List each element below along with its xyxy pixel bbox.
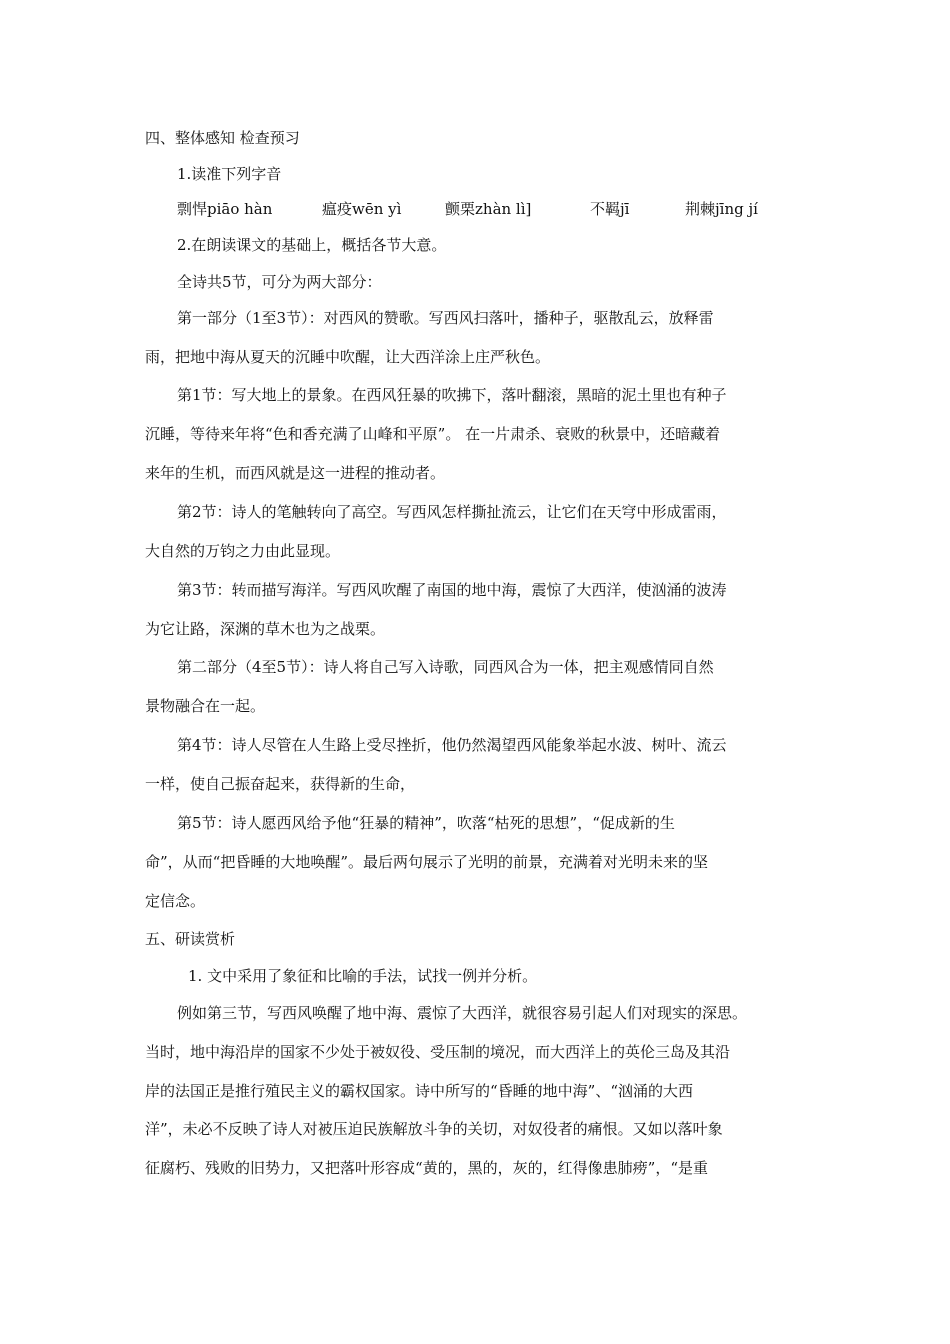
paragraph-line: 第1节：写大地上的景象。在西风狂暴的吹拂下，落叶翻滚，黑暗的泥土里也有种子: [177, 386, 727, 404]
section-4-heading: 四、整体感知 检查预习: [145, 129, 300, 147]
paragraph-line: 景物融合在一起。: [145, 697, 266, 715]
paragraph-line: 雨，把地中海从夏天的沉睡中吹醒，让大西洋涂上庄严秋色。: [145, 348, 551, 366]
paragraph-line: 大自然的万钧之力由此显现。: [145, 542, 341, 560]
pinyin-item: 不羁jī: [590, 200, 630, 218]
paragraph-line: 第4节：诗人尽管在人生路上受尽挫折，他仍然渴望西风能象举起水波、树叶、流云: [177, 736, 727, 754]
item-1-title: 1.读准下列字音: [177, 165, 282, 183]
pinyin-item: 颤栗zhàn lì]: [445, 200, 532, 218]
paragraph-line: 征腐朽、残败的旧势力，又把落叶形容成“黄的，黑的，灰的，红得像患肺痨”，“是重: [145, 1159, 709, 1177]
pinyin-item: 瘟疫wēn yì: [322, 200, 402, 218]
paragraph-line: 第2节：诗人的笔触转向了高空。写西风怎样撕扯流云，让它们在天穹中形成雷雨，: [177, 503, 727, 521]
paragraph-line: 第一部分（1至3节）：对西风的赞歌。写西风扫落叶，播种子，驱散乱云，放释雷: [177, 309, 714, 327]
pinyin-list: [0, 199, 950, 219]
paragraph-line: 命”，从而“把昏睡的大地唤醒”。最后两句展示了光明的前景，充满着对光明未来的坚: [145, 853, 709, 871]
item-2-title: 2.在朗读课文的基础上，概括各节大意。: [177, 236, 447, 254]
paragraph-line: 全诗共5节，可分为两大部分：: [177, 273, 382, 291]
paragraph-line: 当时，地中海沿岸的国家不少处于被奴役、受压制的境况，而大西洋上的英伦三岛及其沿: [145, 1043, 731, 1061]
paragraph-line: 一样，使自己振奋起来，获得新的生命，: [145, 775, 416, 793]
section-5-heading: 五、研读赏析: [145, 930, 236, 948]
paragraph-line: 第二部分（4至5节）：诗人将自己写入诗歌，同西风合为一体，把主观感情同自然: [177, 658, 714, 676]
paragraph-line: 例如第三节，写西风唤醒了地中海、震惊了大西洋，就很容易引起人们对现实的深思。: [177, 1004, 748, 1022]
paragraph-line: 第5节：诗人愿西风给予他“狂暴的精神”，吹落“枯死的思想”，“促成新的生: [177, 814, 675, 832]
paragraph-line: 为它让路，深渊的草木也为之战栗。: [145, 620, 386, 638]
paragraph-line: 岸的法国正是推行殖民主义的霸权国家。诗中所写的“昏睡的地中海”、“汹涌的大西: [145, 1082, 694, 1100]
pinyin-item: 剽悍piāo hàn: [177, 200, 273, 218]
paragraph-line: 来年的生机，而西风就是这一进程的推动者。: [145, 464, 446, 482]
paragraph-line: 洋”，未必不反映了诗人对被压迫民族解放斗争的关切，对奴役者的痛恨。又如以落叶象: [145, 1120, 723, 1138]
question-1: 1. 文中采用了象征和比喻的手法，试找一例并分析。: [188, 967, 538, 985]
paragraph-line: 沉睡，等待来年将“色和香充满了山峰和平原”。 在一片肃杀、衰败的秋景中，还暗藏着: [145, 425, 721, 443]
paragraph-line: 定信念。: [145, 892, 206, 910]
paragraph-line: 第3节：转而描写海洋。写西风吹醒了南国的地中海，震惊了大西洋，使汹涌的波涛: [177, 581, 727, 599]
pinyin-item: 荆棘jīng jí: [685, 200, 758, 218]
